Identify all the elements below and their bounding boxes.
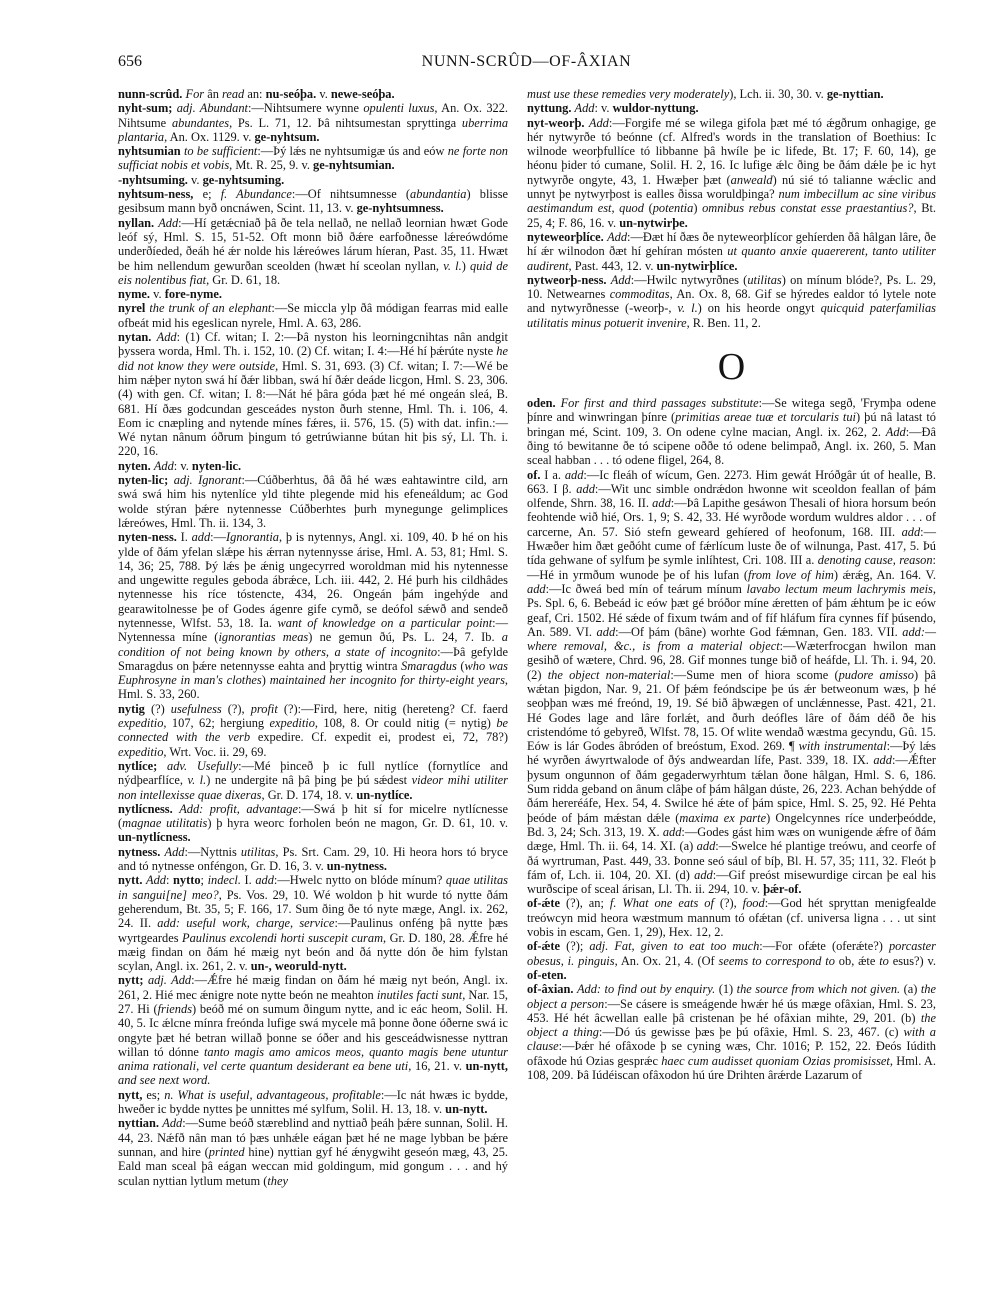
dictionary-entry [118,101,508,144]
entry-text: ) [461,258,471,273]
entry-text: :—Paulinus onféng þâ nytte þæs wyrtgeardes [118,916,508,945]
entry-text [157,759,167,773]
bold-term: nytto [173,873,201,888]
entry-text: (?), [713,896,743,911]
dictionary-entry [118,530,508,702]
entry-text: ) þâ wǽtan þigdon, Nar. 9, 21. Of þǽm feóndscipe þe ús ǽr betweonum wæs, þ hé seoþþan wæs mé freónd, 19, 19. Sé bið âþwægen of unclǽnnesse, Past. 421, 21. Hé Godes lage and lâre forlǽt, and ðurh deófles lâre of ðám déð ðe his cristendóme tó gebyreð, Wlfst. 78, 15. Of wlite wendað wæstma gecyndu, Gû. 15. Eów is lár Godes âbróden of breóstum, Exod. 269. ¶ [527,667,937,754]
entry-text: (?), [221,701,251,716]
italic-text: with a clause [527,1025,936,1054]
entry-text: , Gr. D. 61, 18. [206,272,281,287]
entry-text: :—Forgife mé se wilega gifola þæt mé tó ǽgðrum onhagige, ge hér nytwyrðe tó beónne (cf. Alfred's words in the translation of Boethius: Ic wilnode weorþfullíce tó libbanne þâ hwíle þe ic lifede, Bt. 17; F. 60, 14), ge héonu þider tó cumane, Solil. H. 2, 16. Ic lufige ǽlc ðing be ðám dǽle þe ic hyt nytwyrðe ongyte, 43, 1. Hwæþer þæt ( [527,115,936,187]
italic-text: v. l. [677,301,698,316]
bold-term: nyht-sum; [118,101,173,116]
dictionary-entry [118,287,508,301]
entry-text: es; [142,1087,165,1102]
dictionary-entry [118,973,508,1087]
italic-text: utilitas [240,844,276,859]
bold-term: nyrel [118,301,146,316]
italic-text: the trunk of an elephant [149,301,272,316]
italic-text: videor mihi utiliter non intellexisse quae dixeras [118,773,508,802]
bold-term: ge-nyttian. [826,87,884,101]
entry-text: :—Dó ús gewisse þæs þe þú ofâxie, Hml. S. 23, 467. (c) [598,1025,904,1040]
bold-term: ge-nyhtsuming. [202,172,285,187]
bold-term: nyten-ness. [118,530,177,545]
italic-text: Add [146,873,166,888]
entry-text: , Ps. L. 71, 12. Þâ nihtsumestan spryttinga [229,115,462,130]
italic-text: add [873,753,892,768]
entry-text: :—Ǽfre hé mæig findan on ðám hé mæig nyt beón, Angl. ix. 261, 2. Hié mec ǽnigre note nytte beón ne meahton [118,973,508,1002]
entry-text: , R. Ben. 11, 2. [686,315,761,330]
italic-text: maxima ex parte [679,810,767,825]
entry-text: I. [176,530,192,545]
italic-text: adj. Add [147,973,192,988]
entry-text: esus?) v. [888,953,936,968]
dictionary-entry [118,87,508,101]
italic-text: profit [250,701,278,716]
italic-text: Smaragdus [401,658,457,673]
bold-term: ge-nyhtsumian. [313,158,395,173]
bold-term: nyhtsumian [118,144,181,159]
italic-text: and see next word. [118,1073,211,1088]
entry-text: (?), an; [560,896,610,911]
italic-text: Add: to find out by enquiry. [576,982,716,997]
entry-text: ; [200,873,208,888]
bold-term: ge-nyhtsumness. [356,201,444,216]
entry-text: , Hml. S. 33, 260. [118,673,508,702]
italic-text: Add [607,229,628,244]
italic-text: the object a person [527,982,936,1011]
dictionary-entry [527,273,936,330]
entry-text: :—God hét spryttan menigfealde treówcyn mid heora wæstmum mannum tó ofǽtan (cf. universa ligna . . . ut sint vobis in escam, Gen. 1, 29), Hex. 12, 2. [527,896,937,940]
entry-text: , Nar. 15, 27. Hi ( [118,987,508,1016]
italic-text: indecl. [207,873,241,888]
italic-text: abundantia [410,187,467,202]
italic-text: Add [164,844,185,859]
dictionary-entry [118,301,508,330]
right-column-entries-after [527,396,936,1082]
entry-text: :—Þý lǽs ne nyhtsumigæ ús and eów [257,144,448,159]
bold-term: nytt. [118,873,143,888]
italic-text: ut quanto anxie quaererent, tanto utiliter audirent [527,244,936,273]
entry-text: ) [261,673,270,688]
bold-term: fore-nyme. [164,287,222,302]
entry-text: :—Wit unc simble ondrǽdon hwonne wit sceoldon feallan of þám olfende, Shrn. 38, 16. II. [527,481,936,511]
entry-text: :—Ðâ ðing tó bewitanne ðe tó scipene oððe tó odene belimpað, Angl. ix. 260, 5. Man sceal habban . . . tó odene fligel, 264, 8. [527,424,936,468]
italic-text: abundantes [171,115,230,130]
entry-text: ) ne undergite nâ þâ þing þe þú sǽdest [206,773,412,788]
italic-text: must use these remedies very moderately [527,87,730,101]
entry-text: :—Se witega segð, 'Frymþa odene þínre and winwringan þínre ( [527,396,936,425]
entry-text: :—Godes gást him wæs on wunigende ǽfre of ðám dæge, Hml. Th. ii. 64, 14. XI. (a) [527,824,936,854]
bold-term: ge-nyhtsum. [254,129,320,144]
italic-text: to [879,953,889,968]
dictionary-entry [118,873,508,973]
entry-text: :—Hwelc nytto on blóde mínum? [273,873,446,888]
dictionary-entry [118,759,508,802]
entry-text: ân [204,87,222,101]
italic-text: Add [162,1116,183,1131]
entry-text: :—Ic nát hwæs ic bydde, hweðer ic bydde nyttes þe unnittes mé sylfum, Solil. H. 13, 18. v. [118,1087,508,1117]
italic-text: lavabo lectum meum lachrymis meis [746,581,933,596]
italic-text: commoditas [609,287,670,302]
entry-text: :—Hí getǽcniað þâ ðe tela nellað, ne nellað leornian hwæt Gode leóf sý, Hml. S. 15, 51-52. Oft monn bið ðǽre earfoðnesse lǽreówdóme underðíeded, ðeáh hé ǽr nolde his lǽreówes lárum híeran, Past. 35, 11. Hwæt be him nellendum gewurðan sceolden (hwæt hí sceolan nyllan, [118,215,508,273]
bold-term: nytt; [118,973,144,988]
entry-text: ) nú sié tó talianne wǽclic and unnyt þe nytwyrþost is ealles ðissa woruldþinga? [527,172,936,202]
entry-text: :—Ðæt hí ðæs ðe nyteweorþlícor gehíerden ðâ hâlgan lâre, ðe hí ǽr wilnodon ðæt hí gehíran mósten [527,229,936,259]
entry-text: expedire. Cf. expedit ei, prodest ei, 72, 78?) [250,730,508,745]
page-number: 656 [118,53,142,70]
italic-text: pudore amisso [838,667,914,682]
entry-text: , Gr. D. 180, 28. Ǽfre hé mæig findan on ðám hé mæig nyt beón and ðá nytte dón ðe him fylstan scylan, Angl. ix. 261, 2. v. [118,930,509,974]
entry-text: , 107, 62; hergiung [163,716,270,731]
entry-text: (?) [144,701,171,716]
bold-term: nytweorþ-ness. [527,272,607,287]
entry-text: (a) [900,982,921,997]
dictionary-entry [118,845,508,874]
entry-text: ) Ongelcynnes ríce underþeódde, Bd. 3, 24; Sch. 313, 19. X. [527,810,937,839]
entry-text: ( [643,201,653,216]
italic-text: add [564,467,584,482]
italic-text: v. l. [187,773,207,788]
dictionary-entry [527,896,936,939]
entry-text: , 16, 21. v. [408,1059,466,1074]
entry-text: :—Þâ gefylde Smaragdus on þǽre netennysse eahta and þryttig wintra [118,644,509,673]
entry-text: hine) nyttian gyf hé ǽnygwiht geseón mæg, 43, 25. Eald man sceal þâ eágan weccan mid goldingum, mid gongum . . . and hý sculan nyttian lytlum metum ( [118,1144,508,1188]
italic-text: adj. Ignorant [173,473,242,488]
italic-text: potentia [652,201,694,216]
bold-term: nu-seóþa. [265,87,317,101]
italic-text: Add [153,458,174,473]
italic-text: printed [208,1144,245,1159]
entry-text: ob, ǽte [834,953,880,968]
entry-text: , Mt. R. 25, 9. v. [229,158,314,173]
entry-text: :—Ic ðweá bed mín of teárum mínum [545,581,747,596]
italic-text: Ignorantia [226,530,280,545]
entry-text: :—Nytennessa míne ( [118,615,508,645]
entry-text: :—Gif preóst misewurdige circan þe eal his wurðscipe of sceal árisan, Ll. Th. ii. 294, 10. v. [527,867,936,897]
italic-text: inutiles facti sunt [376,987,463,1002]
italic-text: add [255,873,274,888]
dictionary-entry [118,459,508,473]
dictionary-entry [527,468,936,897]
italic-text: add [576,481,595,496]
entry-text: :—Sume beóð stæreblind and nyttiað þeáh þǽre sunnan, Solil. H. 44, 23. Nǽfð nân man tó þæs unhǽle eágan þæt hé ne mage lybban be þǽre sunnan, and hire ( [118,1116,508,1159]
entry-text: , Gr. D. 174, 18. v. [261,787,357,802]
italic-text: omnibus rebus constat esse praestantius? [702,201,914,216]
dictionary-entry [118,1088,508,1117]
entry-text: , Ps. Srt. Cam. 29, 10. Hi heora hors tó bryce and tó nytnesse onféngon, Gr. D. 16, 3. v. [118,844,508,874]
entry-text: , Hml. A. 108, 209. Þâ Iúdéiscan ofâxodon hú úre Drihten ârǽrde Lazarum of [527,1053,936,1082]
italic-text: to be sufficient [183,144,258,159]
italic-text: friends [157,1002,193,1016]
bold-term: nytness. [118,844,161,859]
entry-text: (?); [560,939,590,954]
italic-text: denoting cause, reason [817,553,933,568]
italic-text: who was Euphrosyne in man's clothes [118,658,508,688]
bold-term: un-nytt. [445,1102,488,1117]
entry-text: :—Se cásere is smeágende hwǽr hé ús mæge ofâxian, Hml. S. 23, 453. Hé hét âcwellan ealle þâ cristenan þe hé ofâxian mihte, 29, 201. (b) [527,996,936,1025]
italic-text: from love of him [748,567,834,582]
bold-term: of-eten. [527,967,567,982]
entry-text: , 108, 8. Or could nitig (= nytig) [314,716,497,731]
dictionary-entry [118,1116,508,1187]
italic-text: Add [610,272,631,287]
bold-term: un-nytlíce. [356,787,413,802]
entry-text: :—Nihtsumere wynne [247,101,364,116]
bold-term: of-ǽte [527,896,561,911]
italic-text: adv. Usefully [167,758,239,773]
italic-text: food [742,896,765,911]
italic-text: add [694,867,713,882]
italic-text: adj. Fat, given to eat too much [589,939,760,954]
dictionary-entry [118,144,508,173]
italic-text: add [901,524,921,539]
entry-text: ), Lch. ii. 30, 30. v. [729,87,827,101]
dictionary-entry [527,982,936,1082]
bold-term: of-ǽte [527,939,561,954]
italic-text: adj. Abundant [176,101,248,116]
bold-term: nyhtsum-ness, [118,187,194,202]
dictionary-entry [118,173,508,187]
entry-text: , An. Ox. 8, 68. Gif se hýredes ealdor tó lytele note and nytwyrðnesse (-weorþ-, [527,287,936,316]
entry-text: :—Nyttnis [184,844,241,859]
bold-term: nytt, [118,1087,143,1102]
entry-text: :—Wæterfrocgan hwilon man gesihð of wætere, Chrd. 96, 28. Gif monnes tunge bið of heáfde, Ll. Th. i. 94, 20. (2) [527,639,936,682]
entry-text: : v. [594,101,613,116]
entry-text: , þ is nytennys, Angl. xi. 109, 40. Þ hé on his ylde of ðám yfelan slǽpe his ǽrran nytennysse árise, Hml. A. 53, 81; Hml. S. 14, 36; 25, 788. Þý lǽs þe ǽnig ungecyrred woroldman mid his nytennesse and ungewitte regules geboda ábrǽce, Lch. iii. 442, 2. Hé þurh his cildhâdes nytennesse his ríce tóstencte, 434, 26. Ongeán þám ingehýde and gearawitolnesse þe of Godes ágenre gife cymð, se deófol sǽwð and sendeð nytennesse, Wlfst. 53, 18. Ia. [118,530,508,630]
italic-text: add [652,496,671,511]
bold-term: nyten-lic; [118,473,169,488]
italic-text: haec cum audisset quoniam Ozias promisisset [661,1053,890,1068]
italic-text: uberrima plantaria [118,115,509,144]
running-title: NUNN-SCRÛD—OF-ÂXIAN [421,53,632,70]
bold-term: nytlíce; [118,758,158,773]
italic-text: add [527,581,546,596]
entry-text: ) on mínum blóde?, Ps. L. 29, 10. Netwearnes [527,272,936,302]
entry-text: :—Swelce hé plantige treówu, and ceorfe of ðá wyrtruman, Past. 449, 33. Þonne seó sául of bíþ, Bl. H. 57, 35; 111, 32. Fleót þ fám of, Lch. ii. 104, 20. XI. (d) [527,839,936,882]
entry-text: I. [240,873,256,888]
entry-text: ) [693,201,703,216]
bold-term: nyttung. [527,101,572,116]
italic-text: a condition of not being known by others, a state of incognito [118,630,508,659]
entry-text: ( [456,658,465,673]
bold-term: nyten-lic. [191,458,242,473]
bold-term: un-nytlícness. [118,830,191,845]
italic-text: porcaster obesus, i. pinguis [527,939,936,968]
entry-text: : [165,873,173,888]
dictionary-entry [527,230,936,273]
entry-text: : v. [173,458,192,473]
dictionary-entry [118,216,508,287]
bold-term: nytan. [118,330,152,345]
italic-text: they [267,1173,288,1188]
entry-text: :—Þý lǽs hé wyrðen áwyrtwalode of ðýs andweardan lífe, Past. 339, 18. IX. [527,739,936,768]
dictionary-entry [527,116,936,230]
entry-text: , An. Ox. 21, 4. (Of [614,953,719,968]
entry-text: :—Cúðberhtus, ðâ ðâ hé wæs eahtawintre cild, arn swá swá him his nytenlíce yld tihte plegende mid his efeneáldum; ac God wolde stýran þǽre nytennesse Cúðberhtes þurh mynegunge gelimplices lǽreówes, Hml. Th. ii. 134, 3. [118,473,509,530]
entry-text: , Past. 443, 12. v. [568,258,657,273]
bold-term: nyteweorþlíce. [527,229,604,244]
entry-text: :—Of þám (bâne) worhte God fǽmnan, Gen. 183. VII. [615,624,903,639]
italic-text: maintained her incognito for thirty-eight years [269,673,505,688]
italic-text: add [662,824,682,839]
entry-text: :—Hwæðer him ðæt geðóht cume of fǽrlícum luste ðe of wilnunga, Past. 417, 5. Þú tída gehwane of sylfum þe symle inlíhtest, Cri. 108. III a. [527,524,936,568]
dictionary-entry [527,939,936,982]
italic-text: seems to correspond to [718,953,835,968]
dictionary-entry [118,330,508,459]
entry-text: ) beóð mé on sumum ðingum nytte, and ic eác heom, Solil. H. 40, 5. Ic ǽlcne mínra freónda lufige swá mycele mâ þonne ðone óðerne swá ic ongyte þæt hé betran willað þonne se óðer and his gesceádwisnesse nyttran willan tó dónne [118,1002,508,1059]
bold-term: un-nytwirþlíce. [656,258,738,273]
right-column [527,87,936,1082]
section-letter: O [717,346,746,389]
entry-text: :—Ǽfter þysum ongunnon of ðám gegaderwyrhtum tǽlan ðone hâlgan, Hml. S. 6, 186. Sum ridda geband on ânum clâþe of þám hâlgan dúste, 26, 223. Achan behýdde of ðám hereréáfe, Hex. 54, 4. Swilce hé ǽte of þám spice, Hml. S. 25, 92. Hé Pehta þeóde of þám mǽstan dǽle ( [527,753,936,825]
italic-text: For first and third passages substitute [560,396,759,411]
italic-text: add:—where removal, &c., is from a material object [527,624,936,654]
entry-text: ) blisse gesibsum mann byð oncnáwen, Scint. 11, 13. v. [118,187,509,216]
italic-text: the source from which not given. [736,982,901,997]
bold-term: nytig [118,701,145,716]
entry-text: ) ǽrǽg, An. 164. V. [833,567,936,582]
entry-text: , Hml. S. 31, 693. (3) Cf. witan; I. 7:—Wé be him nǽþer nyton swá hí ðǽr libban, swá hí ðǽr deáde licgon, Hml. S. 23, 306. (4) with gen. Cf. witan; I. 8:—Nát hé þâra góda þæt hé mé ongeán sleá, B. 681. Hí ðæs godcundan gesceádes nyston ðurh stenne, Hml. Th. i. 106, 4. Eom ic cnæpling and nytende mínes fǽres, ii. 576, 15. (5) with dat. infin.:—Wé nytan nânum óðrum þingum tó getrúwianne bútan hit þis sý, Ll. Th. i. 220, 16. [118,358,508,459]
dictionary-entry [527,396,936,467]
italic-text: Add: profit, advantage [179,801,298,816]
italic-text: Add [158,215,179,230]
entry-text: :— [210,530,226,545]
entry-text: v. [316,87,331,101]
italic-text: Add [885,424,906,439]
entry-text: :—Se miccla ylp ðâ módigan fearras mid ealle ofbeát mid his egeslican nyrele, Hml. A. 63, 286. [118,301,508,330]
dictionary-entry [118,802,508,845]
bold-term: þǽr-of. [763,882,802,897]
bold-term: wuldor-nyttung. [612,101,699,116]
bold-term: un-nytt, [465,1059,508,1074]
italic-text: read [222,87,245,101]
bold-term: nyten. [118,458,151,473]
entry-text: , An. Ox. 1129. v. [164,129,255,144]
italic-text: anweald [730,172,773,187]
bold-term: -nyhtsuming. [118,172,188,187]
entry-text: :—Þâ Lapithe gesáwon Thesali of hiora horsum beón feohtende wið hié, Ors. 1, 9; S. 42, 33. Hé wyrðode wordum wuldres aldor . . . of carcerne, An. 57. Sió stefn geweard gehíered of heofonum, 168. III. [527,496,936,539]
bold-term: un-, weoruld-nytt. [250,959,347,974]
bold-term: nyllan. [118,215,155,230]
dictionary-entry [527,87,936,101]
italic-text: ne forte non sufficiat nobis et vobis [118,144,508,173]
entry-text: :—Sume men of hiora scome ( [670,667,839,682]
entry-text: v. [187,172,203,187]
entry-text: , Ps. Spl. 6, 6. Bebeád ic eów þæt gé bróðor míne ǽretten of þám ǽhtum þe ic eów geaf, Cri. 1502. Hé sǽde of fixum twám and of fíf hláfum fíra cynnes fíf þúsendo, An. 589. VI. [527,581,936,639]
italic-text: utilitas [747,272,782,287]
entry-text: :—Of nihtsumnesse ( [291,187,411,202]
italic-text: quae utilitas in sangui[ne] meo? [118,873,509,902]
italic-text: Add [588,115,609,130]
italic-text: n. What is useful, advantageous, profitable [164,1087,381,1102]
entry-text: (1) [715,982,737,997]
entry-text: :—Ic fleáh of wícum, Gen. 2273. Him gewát Hróðgâr út of healle, B. 663. I β. [527,467,936,496]
entry-text: ) ne gemun ðú, Ps. L. 24, 7. Ib. [308,630,502,645]
italic-text: v. l. [443,258,462,273]
bold-term: of. [527,467,541,482]
entry-text: ) on his heorde ongyt [697,301,821,316]
bold-term: un-nytwirþe. [619,215,688,230]
bold-term: nytlícness. [118,801,173,816]
entry-text: I a. [540,467,565,482]
left-column [118,87,508,1188]
bold-term: oden. [527,396,556,411]
italic-text: ignorantias meas [218,630,309,645]
entry-text: e; [193,187,221,202]
right-column-entries-before [527,87,936,330]
entry-text: an: [244,87,266,101]
italic-text: usefulness [170,701,222,716]
entry-text: :—For ofǽte (oferǽte?) [759,939,889,954]
bold-term: of-âxian. [527,982,574,997]
dictionary-entry [118,473,508,530]
italic-text: with instrumental [798,739,887,754]
italic-text: he did not know they were outside [118,344,508,373]
italic-text: Add [574,101,595,116]
italic-text: tanto magis amo amicos meos, quanto magis bene utuntur anima rationali, vel certe quantum desiderant ea bene uti [118,1044,509,1074]
italic-text: Add [156,330,177,345]
entry-text: , An. Ox. 322. Nihtsume [118,101,508,130]
italic-text: expeditio [269,716,315,731]
bold-term: nyttian. [118,1116,159,1131]
italic-text: Paulinus excolendi horti suscepit curam [182,930,384,945]
italic-text: f. What one eats of [609,896,714,911]
entry-text: :—Hwilc nytwyrðnes ( [630,272,748,287]
entry-text: (?):—Fird, here, nitig (hereteng? Cf. faerd [277,701,508,716]
italic-text: f. Abundance [220,187,292,202]
italic-text: add: useful work, charge, service [157,916,335,931]
bold-term: nyt-weorþ. [527,115,585,130]
italic-text: be connected with the verb [118,716,509,745]
entry-text: , Ps. Vos. 29, 10. Wé woldon þ hit wurde tó nytte ðám geherendum, Bt. 35, 5; F. 166, 17. Sum ðing ðe tó nyte mæge, Angl. ix. 262, 24. II. [118,887,508,931]
italic-text: expeditio [118,744,164,759]
italic-text: expeditio [118,716,164,731]
italic-text: primitias areae tuæ et torcularis tui [675,410,856,425]
entry-text: v. [150,287,165,302]
entry-text: , Bt. 25, 4; F. 86, 16. v. [527,201,936,230]
entry-text: , Wrt. Voc. ii. 29, 69. [163,744,267,759]
italic-text: For [185,87,205,101]
bold-term: newe-seóþa. [330,87,395,101]
italic-text: opulenti luxus [363,101,435,116]
italic-text: quicquid paterfamilias utilitatis minus potuerit invenire [527,301,937,330]
italic-text: add [191,530,211,545]
entry-text: ) þú nâ latast tó bringan mé, Scint. 109, 3. On odene cylne macian, Angl. ix. 262, 2. [527,410,937,439]
italic-text: want of knowledge on a particular point [277,615,493,630]
bold-term: un-nytness. [326,859,388,874]
entry-text: : (1) Cf. witan; I. 2:—Þâ nyston his leorningcnihtas nân andgit þyssera worda, Hml. Th. i. 152, 10. (2) Cf. witan; I. 4:—Hé hí þǽrúte nyste [118,330,508,359]
entry-text: :—Mé þinceð þ ic full nytlíce (fornytlíce and nýdþearflíce, [118,758,508,788]
entry-text: :—Þǽr hé ofâxode þ se cyning wæs, Chr. 1016; P. 152, 22. Ðeós Iúdith ofâxode hú Ozias gesprǽc [527,1039,936,1068]
italic-text: quid de eis nolentibus fiat [118,258,508,287]
italic-text: magnae utilitatis [122,816,208,831]
italic-text: num imbecillum ac sine viribus aestimandum est, quod [527,187,936,216]
entry-text: :—Hé in yrmðum wunode þe of his lufan ( [527,553,936,582]
dictionary-entry [118,187,508,216]
italic-text: the object a thing [527,1010,936,1040]
bold-term: nunn-scrûd. [118,87,183,101]
dictionary-entry [527,101,936,115]
italic-text: add [696,839,716,854]
italic-text: add [596,624,616,639]
bold-term: nyme. [118,287,151,302]
entry-text: ) þ hyra weorc forholen beón ne magon, Gr. D. 61, 10. v. [207,816,508,831]
entry-text: :—Swá þ hit sí for micelre nytlícnesse ( [118,801,509,831]
dictionary-entry [118,702,508,759]
italic-text: the object non-material [547,667,671,682]
